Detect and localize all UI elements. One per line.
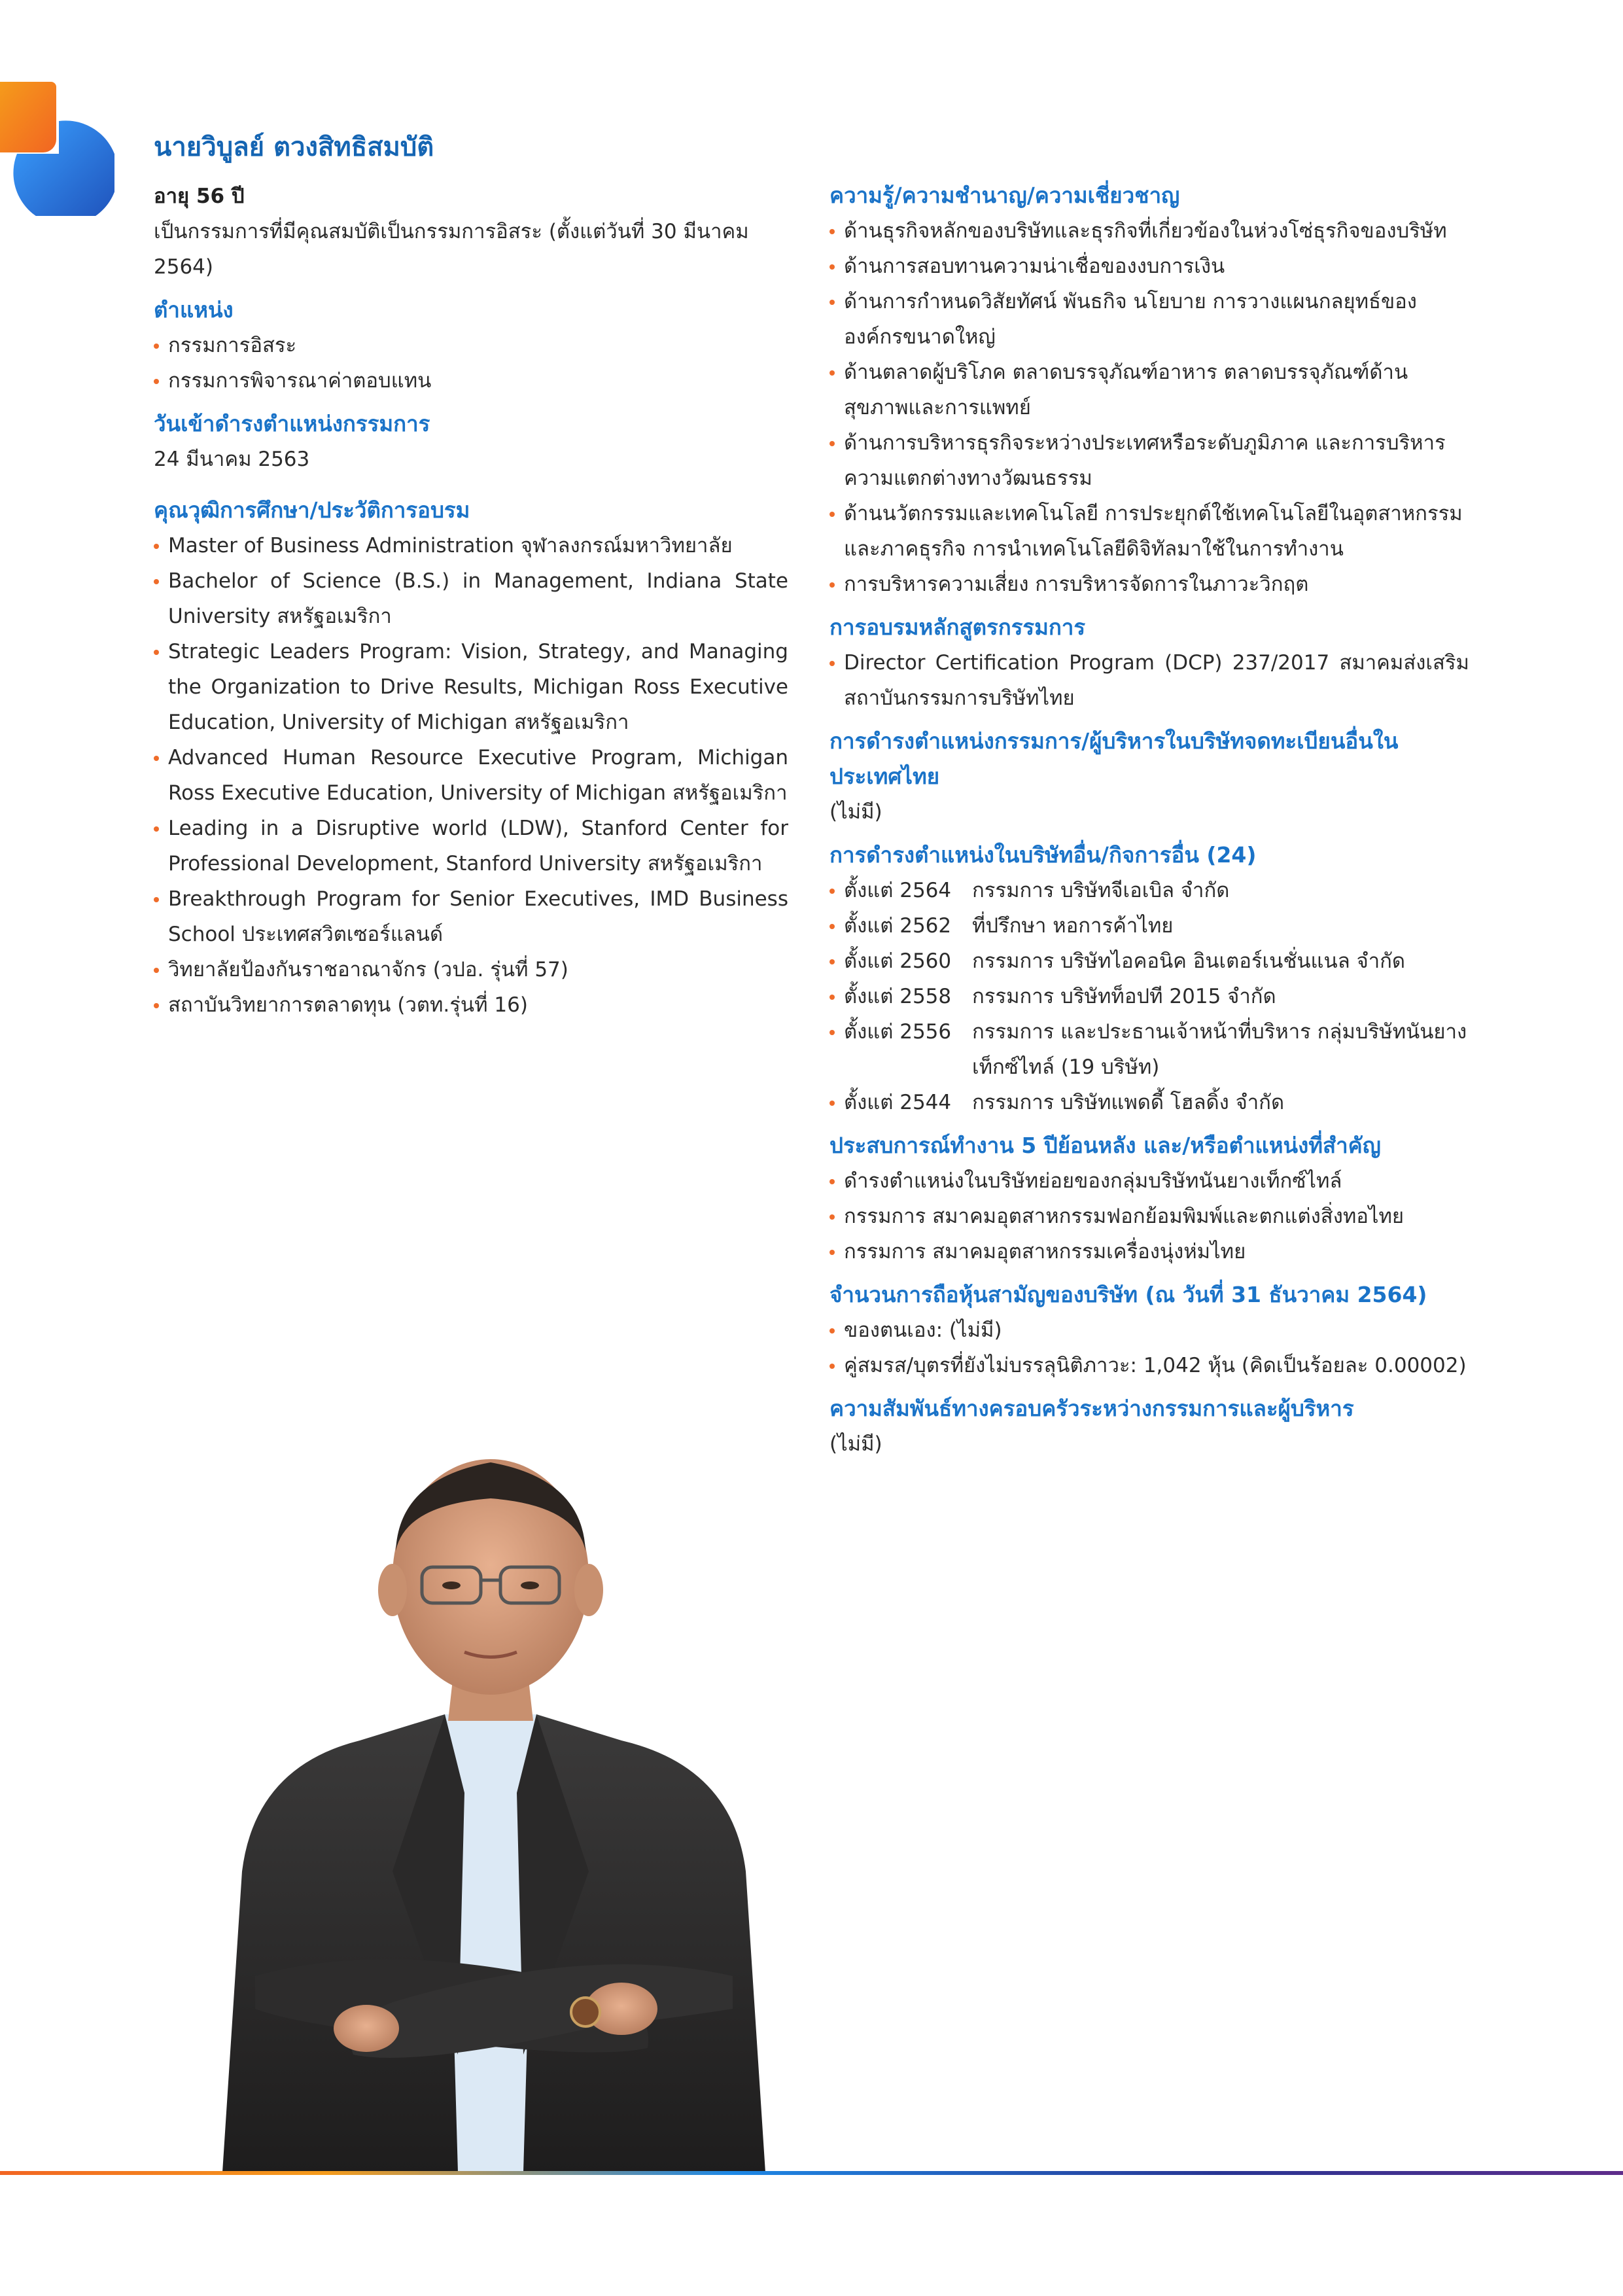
position-row: [829, 873, 1469, 908]
list-item: กรรมการพิจารณาค่าตอบแทน: [154, 363, 788, 398]
appointment-heading: วันเข้าดำรงตำแหน่งกรรมการ: [154, 411, 430, 436]
education-heading: คุณวุฒิการศึกษา/ประวัติการอบรม: [154, 497, 470, 523]
left-column: [154, 128, 788, 1023]
director-portrait: [196, 1400, 785, 2172]
list-item: กรรมการ สมาคมอุตสาหกรรมเครื่องนุ่งห่มไทย: [829, 1234, 1469, 1269]
brand-logo-icon: [0, 82, 114, 216]
list-item: กรรมการอิสระ: [154, 328, 788, 363]
position-row: [829, 1085, 1469, 1120]
list-item: ของตนเอง: (ไม่มี): [829, 1313, 1469, 1348]
position-year: ตั้งแต่ 2564: [844, 879, 952, 902]
position-text: กรรมการ บริษัทไอคอนิค อินเตอร์เนชั่นแนล จำกัด: [972, 949, 1406, 973]
list-item: การบริหารความเสี่ยง การบริหารจัดการในภาวะวิกฤต: [829, 567, 1469, 602]
expertise-list: [829, 213, 1469, 602]
position-year: ตั้งแต่ 2560: [844, 949, 952, 973]
list-item: Bachelor of Science (B.S.) in Management, Indiana State University สหรัฐอเมริกา: [154, 563, 788, 634]
experience-heading: ประสบการณ์ทำงาน 5 ปีย้อนหลัง และ/หรือตำแหน่งที่สำคัญ: [829, 1133, 1381, 1158]
other-positions-list: [829, 873, 1469, 1120]
director-age: อายุ 56 ปี: [154, 185, 245, 208]
list-item: ด้านตลาดผู้บริโภค ตลาดบรรจุภัณฑ์อาหาร ตลาดบรรจุภัณฑ์ด้านสุขภาพและการแพทย์: [829, 355, 1469, 425]
director-status: เป็นกรรมการที่มีคุณสมบัติเป็นกรรมการอิสระ (ตั้งแต่วันที่ 30 มีนาคม 2564): [154, 220, 749, 279]
shareholding-heading: จำนวนการถือหุ้นสามัญของบริษัท (ณ วันที่ 31 ธันวาคม 2564): [829, 1282, 1427, 1307]
list-item: Breakthrough Program for Senior Executives, IMD Business School ประเทศสวิตเซอร์แลนด์: [154, 881, 788, 952]
family-heading: ความสัมพันธ์ทางครอบครัวระหว่างกรรมการและผู้บริหาร: [829, 1396, 1354, 1421]
expertise-heading: ความรู้/ความชำนาญ/ความเชี่ยวชาญ: [829, 183, 1180, 208]
position-row: [829, 944, 1469, 979]
listed-positions-value: (ไม่มี): [829, 800, 882, 824]
right-column: [829, 178, 1469, 1462]
position-text: ที่ปรึกษา หอการค้าไทย: [972, 914, 1174, 938]
list-item: Master of Business Administration จุฬาลงกรณ์มหาวิทยาลัย: [154, 528, 788, 563]
list-item: ด้านการบริหารธุรกิจระหว่างประเทศหรือระดับภูมิภาค และการบริหารความแตกต่างทางวัฒนธรรม: [829, 425, 1469, 496]
list-item: ด้านนวัตกรรมและเทคโนโลยี การประยุกต์ใช้เทคโนโลยีในอุตสาหกรรมและภาคธุรกิจ การนำเทคโนโลยีดิจิทัลมาใช้ในการทำงาน: [829, 496, 1469, 567]
list-item: สถาบันวิทยาการตลาดทุน (วตท.รุ่นที่ 16): [154, 987, 788, 1023]
position-heading: ตำแหน่ง: [154, 297, 234, 323]
list-item: ด้านการกำหนดวิสัยทัศน์ พันธกิจ นโยบาย การวางแผนกลยุทธ์ขององค์กรขนาดใหญ่: [829, 284, 1469, 355]
listed-positions-heading: การดำรงตำแหน่งกรรมการ/ผู้บริหารในบริษัทจดทะเบียนอื่นในประเทศไทย: [829, 728, 1399, 789]
list-item: Advanced Human Resource Executive Program, Michigan Ross Executive Education, University of Michigan สหรัฐอเมริกา: [154, 740, 788, 811]
position-year: ตั้งแต่ 2556: [844, 1020, 952, 1044]
position-row: [829, 1014, 1469, 1085]
list-item: ด้านธุรกิจหลักของบริษัทและธุรกิจที่เกี่ยวข้องในห่วงโซ่ธุรกิจของบริษัท: [829, 213, 1469, 249]
position-text: กรรมการ บริษัทแพดดี้ โฮลดิ้ง จำกัด: [972, 1091, 1285, 1114]
list-item: กรรมการ สมาคมอุตสาหกรรมฟอกย้อมพิมพ์และตกแต่งสิ่งทอไทย: [829, 1199, 1469, 1234]
position-text: กรรมการ บริษัทจีเอเบิล จำกัด: [972, 879, 1230, 902]
education-list: [154, 528, 788, 1023]
list-item: ด้านการสอบทานความน่าเชื่อของงบการเงิน: [829, 249, 1469, 284]
shareholding-list: [829, 1313, 1469, 1383]
list-item: คู่สมรส/บุตรที่ยังไม่บรรลุนิติภาวะ: 1,042 หุ้น (คิดเป็นร้อยละ 0.00002): [829, 1348, 1469, 1383]
bottom-divider: [0, 2171, 1623, 2175]
list-item: Strategic Leaders Program: Vision, Strategy, and Managing the Organization to Drive Results, Michigan Ross Executive Education, University of Michigan สหรัฐอเมริกา: [154, 634, 788, 740]
position-text: กรรมการ บริษัทท็อปที 2015 จำกัด: [972, 985, 1276, 1008]
position-year: ตั้งแต่ 2562: [844, 914, 952, 938]
position-row: [829, 979, 1469, 1014]
experience-list: [829, 1163, 1469, 1269]
other-positions-heading: การดำรงตำแหน่งในบริษัทอื่น/กิจการอื่น (24): [829, 842, 1257, 868]
appointment-date: 24 มีนาคม 2563: [154, 448, 310, 471]
list-item: Director Certification Program (DCP) 237/2017 สมาคมส่งเสริมสถาบันกรรมการบริษัทไทย: [829, 645, 1469, 716]
director-name: นายวิบูลย์ ตวงสิทธิสมบัติ: [154, 132, 434, 162]
family-value: (ไม่มี): [829, 1432, 882, 1456]
list-item: ดำรงตำแหน่งในบริษัทย่อยของกลุ่มบริษัทนันยางเท็กซ์ไทล์: [829, 1163, 1469, 1199]
director-training-list: [829, 645, 1469, 716]
list-item: วิทยาลัยป้องกันราชอาณาจักร (วปอ. รุ่นที่ 57): [154, 952, 788, 987]
position-year: ตั้งแต่ 2558: [844, 985, 952, 1008]
position-list: [154, 328, 788, 398]
position-text: กรรมการ และประธานเจ้าหน้าที่บริหาร กลุ่มบริษัทนันยางเท็กซ์ไทล์ (19 บริษัท): [972, 1020, 1467, 1079]
list-item: Leading in a Disruptive world (LDW), Stanford Center for Professional Development, Stanford University สหรัฐอเมริกา: [154, 811, 788, 881]
position-row: [829, 908, 1469, 944]
director-training-heading: การอบรมหลักสูตรกรรมการ: [829, 614, 1086, 640]
position-year: ตั้งแต่ 2544: [844, 1091, 952, 1114]
